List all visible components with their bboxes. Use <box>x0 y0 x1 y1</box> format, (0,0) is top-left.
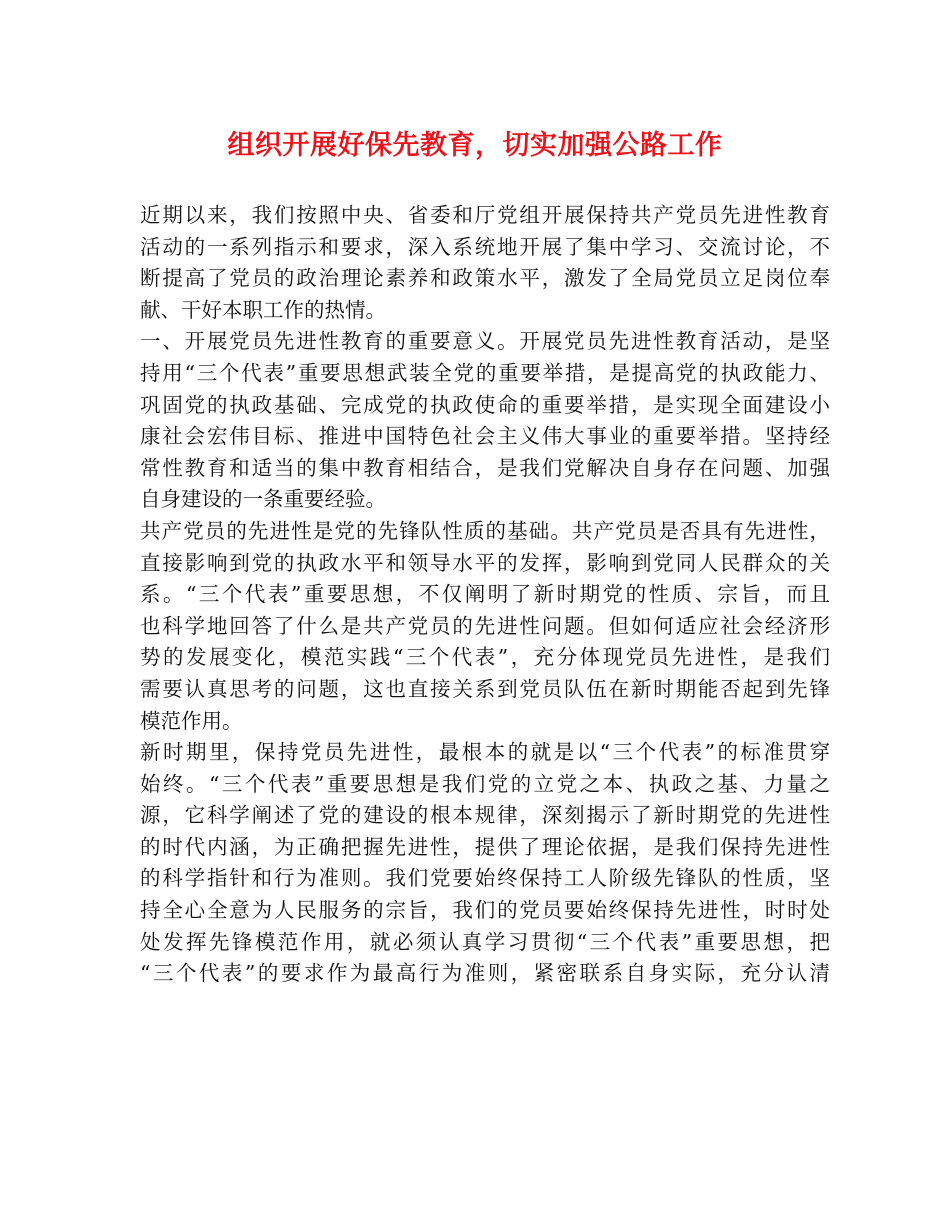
body-line: 巩固党的执政基础、完成党的执政使命的重要举措，是实现全面建设小 <box>140 392 830 417</box>
body-line: 活动的一系列指示和要求，深入系统地开展了集中学习、交流讨论，不 <box>140 234 830 259</box>
document-title: 组织开展好保先教育，切实加强公路工作 <box>227 130 723 161</box>
body-line: 直接影响到党的执政水平和领导水平的发挥，影响到党同人民群众的关 <box>140 550 830 575</box>
body-line: 势的发展变化，模范实践“三个代表”，充分体现党员先进性，是我们 <box>140 645 830 670</box>
body-line: 康社会宏伟目标、推进中国特色社会主义伟大事业的重要举措。坚持经 <box>140 424 830 449</box>
document-body <box>140 200 830 990</box>
body-line: 的科学指针和行为准则。我们党要始终保持工人阶级先锋队的性质，坚 <box>140 866 830 891</box>
body-line: 持用“三个代表”重要思想武装全党的重要举措，是提高党的执政能力、 <box>140 360 830 385</box>
body-line: 自身建设的一条重要经验。 <box>140 487 386 512</box>
body-line: 的时代内涵，为正确把握先进性，提供了理论依据，是我们保持先进性 <box>140 834 830 859</box>
body-line: 新时期里，保持党员先进性，最根本的就是以“三个代表”的标准贯穿 <box>140 740 830 765</box>
body-line: 需要认真思考的问题，这也直接关系到党员队伍在新时期能否起到先锋 <box>140 676 830 701</box>
body-line: 模范作用。 <box>140 708 243 733</box>
body-line: 断提高了党员的政治理论素养和政策水平，激发了全局党员立足岗位奉 <box>140 266 830 291</box>
body-line: 也科学地回答了什么是共产党员的先进性问题。但如何适应社会经济形 <box>140 613 830 638</box>
body-line: 献、干好本职工作的热情。 <box>140 297 386 322</box>
body-line: 一、开展党员先进性教育的重要意义。开展党员先进性教育活动，是坚 <box>140 329 830 354</box>
body-line: 共产党员的先进性是党的先锋队性质的基础。共产党员是否具有先进性， <box>140 518 830 543</box>
body-line: 源，它科学阐述了党的建设的根本规律，深刻揭示了新时期党的先进性 <box>140 803 830 828</box>
body-line: 常性教育和适当的集中教育相结合，是我们党解决自身存在问题、加强 <box>140 455 830 480</box>
body-line: 处发挥先锋模范作用，就必须认真学习贯彻“三个代表”重要思想，把 <box>140 929 830 954</box>
body-line: “三个代表”的要求作为最高行为准则，紧密联系自身实际，充分认清 <box>140 961 830 986</box>
body-line: 系。“三个代表”重要思想，不仅阐明了新时期党的性质、宗旨，而且 <box>140 582 830 607</box>
body-line: 始终。“三个代表”重要思想是我们党的立党之本、执政之基、力量之 <box>140 771 830 796</box>
body-line: 近期以来，我们按照中央、省委和厅党组开展保持共产党员先进性教育 <box>140 203 830 227</box>
body-line: 持全心全意为人民服务的宗旨，我们的党员要始终保持先进性，时时处 <box>140 898 830 923</box>
